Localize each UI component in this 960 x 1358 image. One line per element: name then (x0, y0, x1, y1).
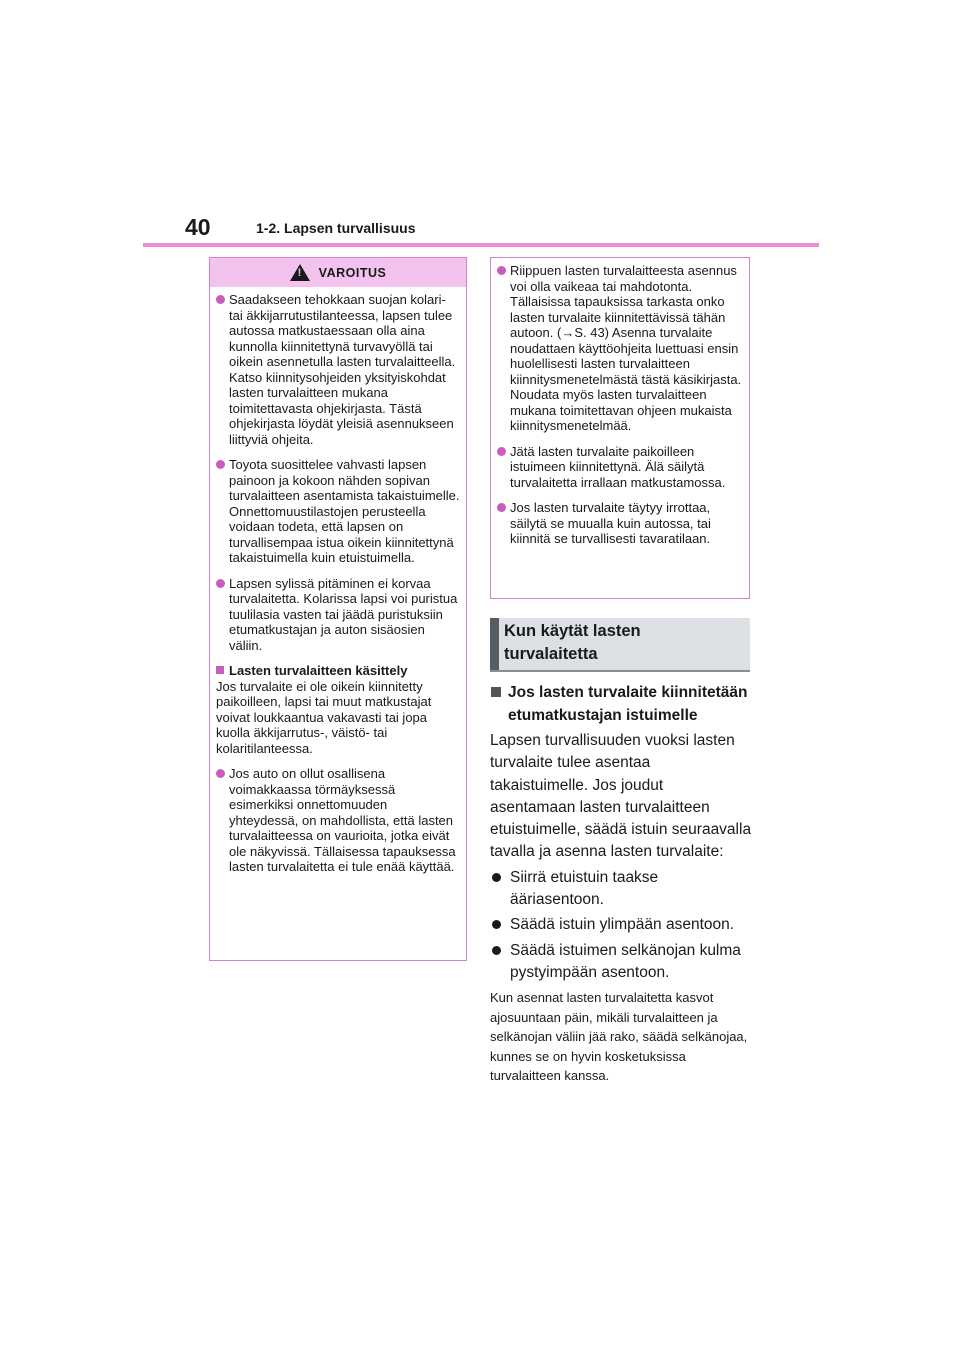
warning-title: VAROITUS (318, 265, 387, 280)
bullet-dot-icon (497, 447, 506, 456)
step-item: Siirrä etuistuin taakse ääriasentoon. (490, 867, 752, 912)
square-bullet-icon (491, 687, 501, 697)
bullet-dot-icon (497, 266, 506, 275)
warning-item: Jos lasten turvalaite täytyy irrottaa, säilytä se muualla kuin autossa, tai kiinnitä se turvallisesti tavaratilaan. (497, 500, 743, 547)
warning-box-continued (490, 257, 750, 599)
warning-item: Saadakseen tehokkaan suojan kolari- tai äkkijarrutustilanteessa, lapsen tulee autossa matkustaessaan olla aina kunnolla kiinnitettynä turvavyöllä tai oikein asennetulla lasten turvalaitteella. Katso kiinnitysohjeiden yksityiskohdat lasten turvalaitteen mukana toimitettavasta ohjekirjasta. Tästä ohjekirjasta löydät yleisiä asennukseen liittyviä ohjeita. (216, 292, 460, 447)
handling-text: Jos turvalaite ei ole oikein kiinnitetty paikoilleen, lapsi tai muut matkustajat voivat loukkaantua vakavasti tai jopa kuolla äkkijarrutus-, väistö- tai kolaritilanteessa. (216, 678, 432, 756)
bullet-dot-icon (216, 579, 225, 588)
main-subheading: Jos lasten turvalaite kiinnitetään etumatkustajan istuimelle (490, 681, 752, 727)
bullet-dot-icon (497, 503, 506, 512)
section-heading-bar (490, 618, 499, 670)
warning-item: Riippuen lasten turvalaitteesta asennus voi olla vaikeaa tai mahdotonta. Tällaisissa tapauksissa tarkasta onko lasten turvalaite kiinnitettävissä tähän autoon. (→S. 43) Asenna turvalaite noudattaen käyttöohjeita luettuasi ensin huolellisesti lasten turvalaitteen kiinnitysmenetelmästä tästä käsikirjasta. Noudata myös lasten turvalaitteen mukana toimitettavan ohjeen mukaista kiinnitysmenetelmää. (497, 263, 743, 434)
step-item: Säädä istuin ylimpään asentoon. (490, 914, 752, 936)
section-heading-text: Kun käytät lasten turvalaitetta (504, 622, 641, 663)
note-text: Kun asennat lasten turvalaitetta kasvot ajosuuntaan päin, mikäli turvalaitteen ja selkänojan väliin jää rako, säädä selkänojaa, kunnes se on hyvin kosketuksissa turvalaitteen kanssa. (490, 990, 748, 1084)
step-item: Säädä istuimen selkänojan kulma pystyimpään asentoon. (490, 940, 752, 985)
header-rule (143, 243, 819, 247)
warning-title-bar (210, 258, 466, 287)
warning-body (210, 287, 466, 875)
warning-item: Jätä lasten turvalaite paikoilleen istuimeen kiinnitettynä. Älä säilytä turvalaitetta irrallaan matkustamossa. (497, 444, 743, 491)
bullet-dot-icon (492, 873, 501, 882)
page-number: 40 (185, 214, 211, 240)
section-title: 1-2. Lapsen turvallisuus (256, 220, 416, 236)
warning-box (209, 257, 467, 961)
bullet-dot-icon (216, 769, 225, 778)
bullet-dot-icon (216, 460, 225, 469)
warning-item: Jos auto on ollut osallisena voimakkaassa törmäyksessä esimerkiksi onnettomuuden yhteydessä, on mahdollista, että lasten turvalaitteessa on vaurioita, jotka eivät ole näkyvissä. Tällaisessa tapauksessa lasten turvalaitetta ei tule enää käyttää. (216, 766, 460, 875)
bullet-dot-icon (492, 946, 501, 955)
square-bullet-icon (216, 666, 224, 674)
main-content (490, 681, 752, 1086)
intro-text: Lapsen turvallisuuden vuoksi lasten turvalaite tulee asentaa takaistuimelle. Jos joudut asentamaan lasten turvalaitteen etuistuimelle, säädä istuin seuraavalla tavalla ja asenna lasten turvalaite: (490, 732, 752, 861)
bullet-dot-icon (492, 920, 501, 929)
handling-heading: Lasten turvalaitteen käsittely (216, 663, 460, 679)
warning-item: Lapsen sylissä pitäminen ei korvaa turvalaitetta. Kolarissa lapsi voi puristua tuulilasia vasten tai jäädä puristuksiin etumatkustajan ja auton sisäosien väliin. (216, 576, 460, 654)
page-header (143, 212, 819, 248)
warning-triangle-icon (290, 264, 310, 281)
section-heading (490, 618, 750, 672)
warning-item: Toyota suosittelee vahvasti lapsen painoon ja kokoon nähden sopivan turvalaitteen asentamista takaistuimelle. Onnettomuustilastojen perusteella voidaan todeta, että lapsen on turvallisempaa istua oikein kiinnitettynä takaistuimella kuin etuistuimella. (216, 457, 460, 566)
bullet-dot-icon (216, 295, 225, 304)
